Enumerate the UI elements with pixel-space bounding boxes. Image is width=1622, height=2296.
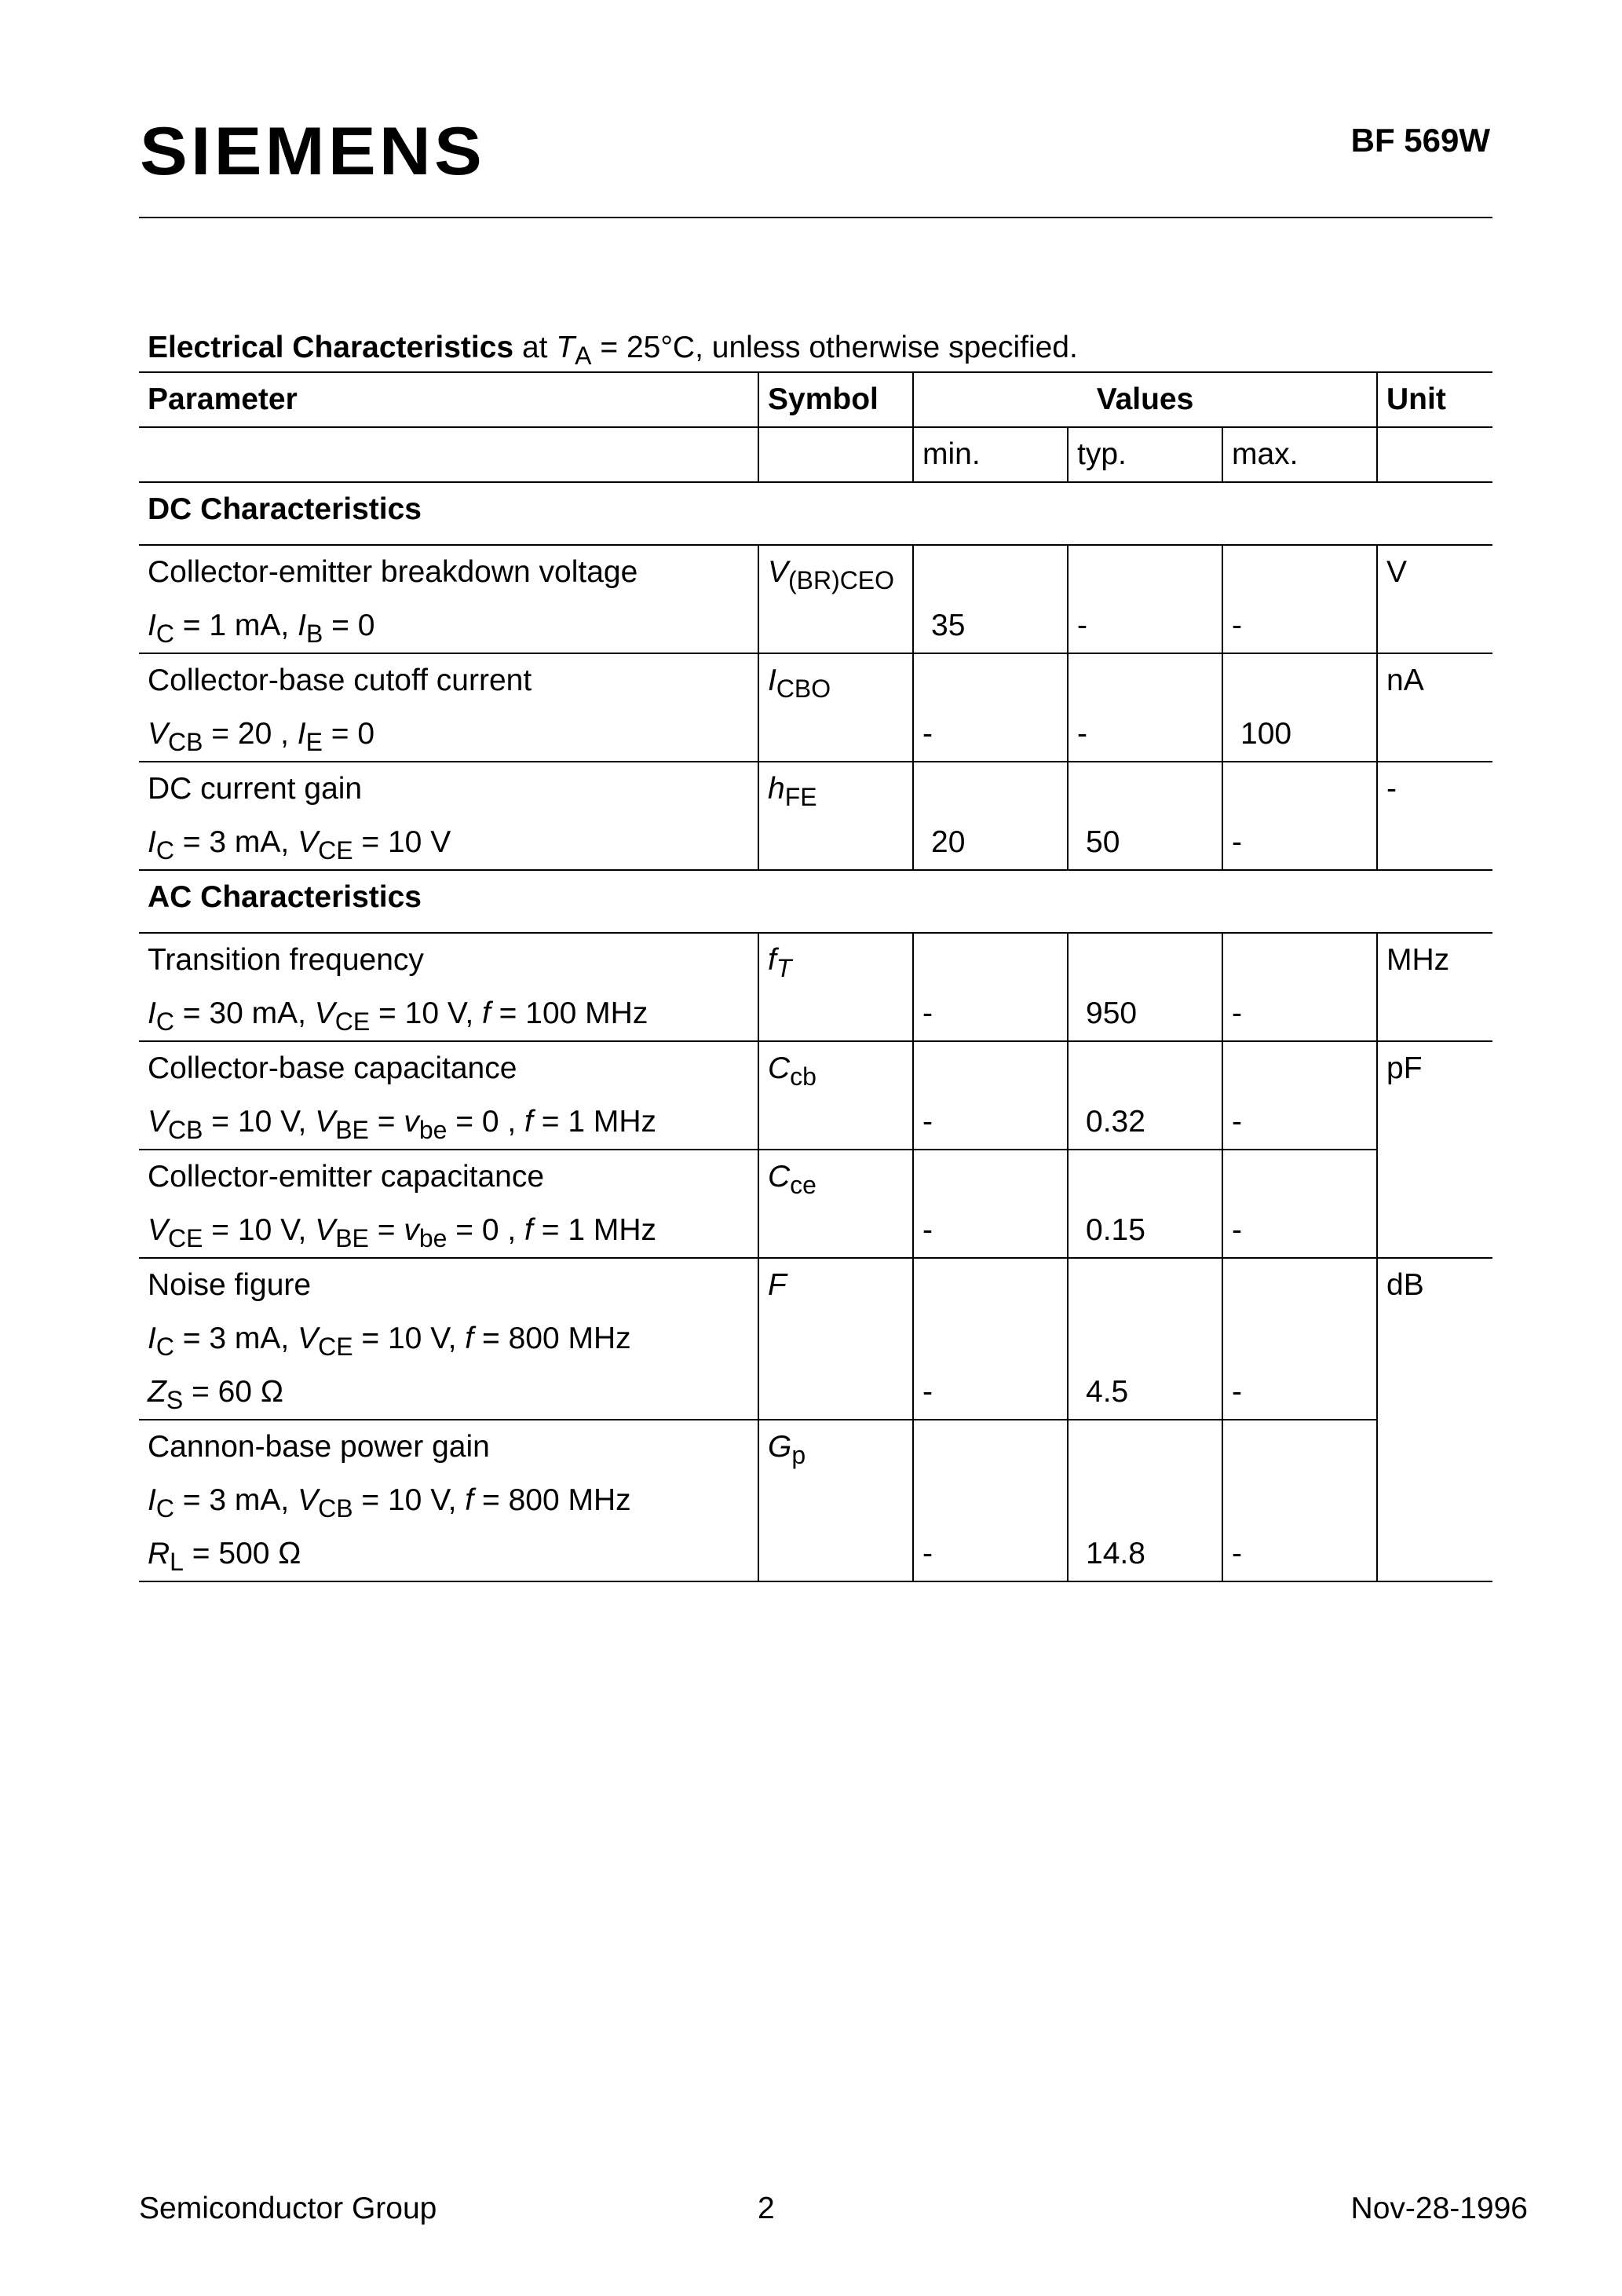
param-conditions: $I_C = 1$ mA, $I_B = 0$ xyxy=(148,609,375,648)
table-row xyxy=(139,653,1492,762)
unit-cell: pF xyxy=(1377,1041,1492,1258)
param-cell xyxy=(139,933,758,1041)
symbol-cell: $I_{CBO}$ xyxy=(758,653,913,762)
table-subheader-row xyxy=(139,427,1492,482)
min-cell: - xyxy=(913,1420,1068,1581)
symbol-cell: $V_{(BR)CEO}$ xyxy=(758,545,913,653)
param-name: Collector-emitter capacitance xyxy=(148,1160,545,1194)
table-row xyxy=(139,1258,1492,1420)
max-cell: 100 xyxy=(1222,653,1377,762)
header-max: max. xyxy=(1222,427,1377,482)
subheader-empty xyxy=(1377,427,1492,482)
subheader-empty xyxy=(758,427,913,482)
header-parameter: Parameter xyxy=(139,372,758,427)
symbol-cell: $C_{ce}$ xyxy=(758,1150,913,1258)
footer-page-number: 2 xyxy=(758,2192,775,2225)
param-name: Noise figure xyxy=(148,1268,312,1302)
caption-var-sub: A xyxy=(575,341,592,370)
section-title: AC Characteristics xyxy=(139,870,1492,933)
symbol-cell: $h_{FE}$ xyxy=(758,762,913,870)
max-cell: - xyxy=(1222,1258,1377,1420)
param-name: Transition frequency xyxy=(148,943,424,977)
param-conditions: $V_{CB} = 20$ , $I_E = 0$ xyxy=(148,717,375,756)
typ-cell: 14.8 xyxy=(1068,1420,1222,1581)
param-name: Collector-emitter breakdown voltage xyxy=(148,555,638,589)
param-cell xyxy=(139,653,758,762)
typ-cell: 0.15 xyxy=(1068,1150,1222,1258)
section-title: DC Characteristics xyxy=(139,482,1492,545)
param-cell xyxy=(139,545,758,653)
unit-cell: MHz xyxy=(1377,933,1492,1041)
min-cell: 35 xyxy=(913,545,1068,653)
unit-cell: V xyxy=(1377,545,1492,653)
table-row xyxy=(139,762,1492,870)
table-caption xyxy=(148,330,1078,370)
param-name: Cannon-base power gain xyxy=(148,1430,490,1464)
header-min: min. xyxy=(913,427,1068,482)
max-cell: - xyxy=(1222,1420,1377,1581)
min-cell: 20 xyxy=(913,762,1068,870)
typ-cell: 0.32 xyxy=(1068,1041,1222,1150)
typ-cell: - xyxy=(1068,545,1222,653)
param-conditions: $Z_S = 60$ Ω xyxy=(148,1375,283,1414)
param-conditions: $R_L = 500$ Ω xyxy=(148,1537,301,1576)
typ-cell: - xyxy=(1068,653,1222,762)
param-name: DC current gain xyxy=(148,772,363,806)
max-cell: - xyxy=(1222,545,1377,653)
min-cell: - xyxy=(913,1150,1068,1258)
document-id: BF 569W xyxy=(1350,122,1490,159)
table-row xyxy=(139,933,1492,1041)
symbol-cell: F xyxy=(758,1258,913,1420)
param-cell xyxy=(139,1420,758,1581)
header-typ: typ. xyxy=(1068,427,1222,482)
header-values: Values xyxy=(913,372,1377,427)
typ-cell: 950 xyxy=(1068,933,1222,1041)
param-conditions: $V_{CE} = 10$ V, $V_{BE} = v_{be} = 0$ , f = 1 MHz xyxy=(148,1213,657,1252)
electrical-characteristics-table xyxy=(139,371,1492,1582)
param-name: Collector-base cutoff current xyxy=(148,664,532,697)
unit-cell: dB xyxy=(1377,1258,1492,1581)
min-cell: - xyxy=(913,1258,1068,1420)
symbol-cell: $G_p$ xyxy=(758,1420,913,1581)
section-row-dc xyxy=(139,482,1492,545)
param-cell xyxy=(139,1041,758,1150)
unit-cell: nA xyxy=(1377,653,1492,762)
table-header-row xyxy=(139,372,1492,427)
param-conditions: $V_{CB} = 10$ V, $V_{BE} = v_{be} = 0$ , f = 1 MHz xyxy=(148,1105,657,1144)
header-divider xyxy=(139,217,1492,218)
table-row xyxy=(139,1150,1492,1258)
param-name: Collector-base capacitance xyxy=(148,1051,517,1085)
max-cell: - xyxy=(1222,1150,1377,1258)
table-row xyxy=(139,1041,1492,1150)
min-cell: - xyxy=(913,1041,1068,1150)
table-row xyxy=(139,545,1492,653)
table-row xyxy=(139,1420,1492,1581)
unit-cell: - xyxy=(1377,762,1492,870)
caption-at: at xyxy=(521,331,548,364)
footer-group: Semiconductor Group xyxy=(139,2192,437,2225)
min-cell: - xyxy=(913,933,1068,1041)
max-cell: - xyxy=(1222,1041,1377,1150)
symbol-cell: $C_{cb}$ xyxy=(758,1041,913,1150)
typ-cell: 50 xyxy=(1068,762,1222,870)
subheader-empty xyxy=(139,427,758,482)
param-cell xyxy=(139,762,758,870)
section-row-ac xyxy=(139,870,1492,933)
param-conditions: $I_C = 3$ mA, $V_{CE} = 10$ V, f = 800 MHz xyxy=(148,1322,631,1361)
caption-title: Electrical Characteristics xyxy=(148,331,514,364)
header-unit: Unit xyxy=(1377,372,1492,427)
caption-rest: = 25°C, unless otherwise specified. xyxy=(600,331,1078,364)
caption-var: T xyxy=(556,331,575,364)
siemens-logo: SIEMENS xyxy=(140,114,485,189)
param-cell xyxy=(139,1150,758,1258)
header-symbol: Symbol xyxy=(758,372,913,427)
max-cell: - xyxy=(1222,762,1377,870)
footer-date: Nov-28-1996 xyxy=(1350,2192,1528,2225)
symbol-cell: $f_T$ xyxy=(758,933,913,1041)
param-conditions: $I_C = 30$ mA, $V_{CE} = 10$ V, f = 100 MHz xyxy=(148,996,648,1036)
param-conditions: $I_C = 3$ mA, $V_{CE} = 10$ V xyxy=(148,825,451,865)
param-conditions: $I_C = 3$ mA, $V_{CB} = 10$ V, f = 800 MHz xyxy=(148,1483,631,1523)
typ-cell: 4.5 xyxy=(1068,1258,1222,1420)
param-cell xyxy=(139,1258,758,1420)
max-cell: - xyxy=(1222,933,1377,1041)
min-cell: - xyxy=(913,653,1068,762)
